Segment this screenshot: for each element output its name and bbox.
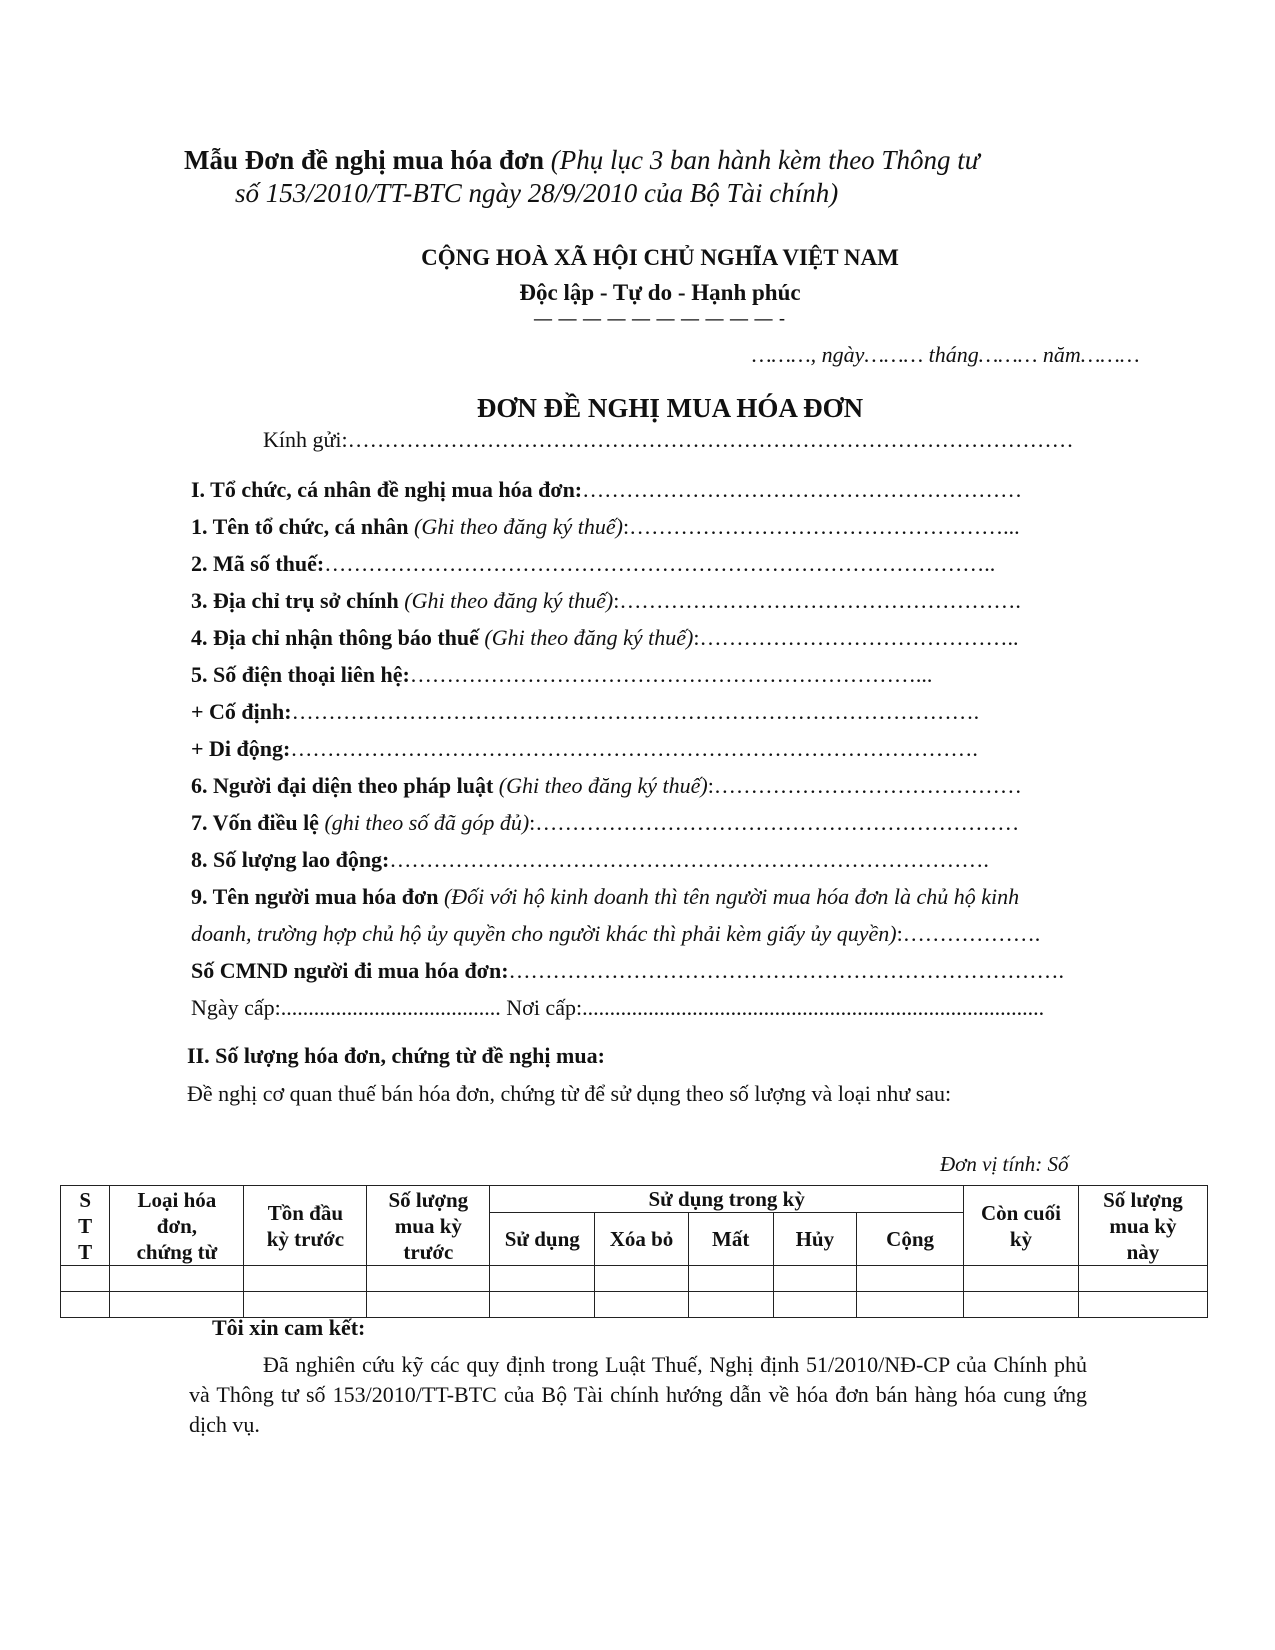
col-request-quantity: Số lượng mua kỳ này (1078, 1186, 1207, 1266)
table-cell[interactable] (857, 1292, 964, 1318)
field-legal-rep (191, 773, 1191, 799)
field-buyer-name (191, 884, 1191, 910)
field-label: Số CMND người đi mua hóa đơn: (191, 958, 509, 983)
field-dots: :………………………………………………………… (529, 810, 1020, 835)
table-cell[interactable] (964, 1292, 1079, 1318)
field-tax-code (191, 551, 1191, 577)
table-row (61, 1292, 1208, 1318)
col-cancelled: Xóa bỏ (595, 1213, 689, 1266)
table-cell[interactable] (1078, 1292, 1207, 1318)
table-cell[interactable] (490, 1266, 595, 1292)
field-label: + Cố định: (191, 699, 292, 724)
field-issue-date-place: Ngày cấp:........................................ Nơi cấp:.................................................................................... (191, 995, 1045, 1020)
field-dots: ……………………………………………………………………………….. (324, 551, 996, 576)
country-name: CỘNG HOÀ XÃ HỘI CHỦ NGHĨA VIỆT NAM (421, 245, 899, 270)
section-1-heading-text: I. Tổ chức, cá nhân đề nghị mua hóa đơn: (191, 477, 583, 502)
field-note: (Đối với hộ kinh doanh thì tên người mua hóa đơn là chủ hộ kinh (443, 884, 1020, 909)
table-cell[interactable] (595, 1266, 689, 1292)
col-total: Cộng (857, 1213, 964, 1266)
table-cell[interactable] (244, 1266, 367, 1292)
form-title-italic-1: (Phụ lục 3 ban hành kèm theo Thông tư (550, 145, 980, 175)
field-buyer-name-cont (191, 921, 1191, 947)
table-cell[interactable] (595, 1292, 689, 1318)
table-cell[interactable] (1078, 1266, 1207, 1292)
table-cell[interactable] (490, 1292, 595, 1318)
field-dots: :………………. (896, 921, 1041, 946)
field-label: 2. Mã số thuế: (191, 551, 325, 576)
field-label: 6. Người đại diện theo pháp luật (191, 773, 494, 798)
col-stt: S T T (61, 1186, 110, 1266)
field-employees (191, 847, 1191, 873)
field-label: 7. Vốn điều lệ (191, 810, 319, 835)
section-2-heading: II. Số lượng hóa đơn, chứng từ đề nghị mua: (187, 1043, 605, 1068)
col-destroyed: Hủy (773, 1213, 857, 1266)
date-line: ………, ngày……… tháng……… năm……… (752, 342, 1140, 367)
unit-label: Đơn vị tính: Số (940, 1152, 1069, 1176)
section-1-heading-dots: …………………………………………………… (582, 477, 1023, 502)
field-org-name (191, 514, 1191, 540)
table-cell[interactable] (964, 1266, 1079, 1292)
table-cell[interactable] (367, 1266, 490, 1292)
field-dots: …………………………………………………………………………………. (291, 699, 980, 724)
field-label: 5. Số điện thoại liên hệ: (191, 662, 410, 687)
field-dots: …………………………………………………………………. (508, 958, 1065, 983)
field-id-number (191, 958, 1191, 984)
field-label: 8. Số lượng lao động: (191, 847, 390, 872)
col-bought-previous: Số lượng mua kỳ trước (367, 1186, 490, 1266)
field-label: 4. Địa chỉ nhận thông báo thuế (191, 625, 479, 650)
commitment-text: Đã nghiên cứu kỹ các quy định trong Luật Thuế, Nghị định 51/2010/NĐ-CP của Chính phủ và Thông tư số 153/2010/TT-BTC của Bộ Tài chính hướng dẫn về hóa đơn bán hàng hóa cung ứng dịch vụ. (189, 1352, 1087, 1437)
col-opening-stock: Tồn đầu kỳ trước (244, 1186, 367, 1266)
field-label: 1. Tên tổ chức, cá nhân (191, 514, 409, 539)
field-dots: :…………………………………….. (693, 625, 1019, 650)
field-dots: ………………………………………………………………………. (389, 847, 989, 872)
table-cell[interactable] (61, 1266, 110, 1292)
table-cell[interactable] (773, 1266, 857, 1292)
field-dots: :…………………………………… (707, 773, 1022, 798)
col-used-group: Sử dụng trong kỳ (490, 1186, 964, 1213)
table-cell[interactable] (61, 1292, 110, 1318)
field-dots: …………………………………………………………………………………. (290, 736, 978, 761)
field-charter-capital (191, 810, 1191, 836)
form-title-bold: Mẫu Đơn đề nghị mua hóa đơn (184, 145, 545, 175)
table-cell[interactable] (244, 1292, 367, 1318)
table-cell[interactable] (688, 1292, 773, 1318)
table-cell[interactable] (367, 1292, 490, 1318)
col-invoice-type: Loại hóa đơn, chứng từ (110, 1186, 244, 1266)
field-note: (Ghi theo đăng ký thuế) (404, 588, 614, 613)
field-note: (ghi theo số đã góp đủ) (324, 810, 530, 835)
table-row (61, 1266, 1208, 1292)
field-dots: :……………………………………………... (622, 514, 1020, 539)
section-2-intro: Đề nghị cơ quan thuế bán hóa đơn, chứng từ để sử dụng theo số lượng và loại như sau: (187, 1081, 952, 1106)
section-1-heading (191, 477, 1191, 503)
table-cell[interactable] (110, 1292, 244, 1318)
field-notice-address (191, 625, 1191, 651)
motto-underline: — — — — — — — — — — - (534, 308, 786, 328)
field-note: (Ghi theo đăng ký thuế) (414, 514, 623, 539)
recipient-line: Kính gửi:……………………………………………………………………………………… (263, 427, 1074, 452)
field-phone (191, 662, 1191, 688)
field-mobile (191, 736, 1191, 762)
field-label: + Di động: (191, 736, 291, 761)
col-closing-stock: Còn cuối kỳ (964, 1186, 1079, 1266)
col-lost: Mất (688, 1213, 773, 1266)
national-motto: Độc lập - Tự do - Hạnh phúc (519, 280, 801, 305)
table-cell[interactable] (688, 1266, 773, 1292)
field-note: doanh, trường hợp chủ hộ ủy quyền cho người khác thì phải kèm giấy ủy quyền) (191, 921, 897, 946)
invoice-quantity-table (60, 1185, 1208, 1318)
field-landline (191, 699, 1191, 725)
field-label: 3. Địa chỉ trụ sở chính (191, 588, 399, 613)
form-title-line-1 (184, 145, 979, 176)
field-note: (Ghi theo đăng ký thuế) (498, 773, 708, 798)
field-note: (Ghi theo đăng ký thuế) (484, 625, 694, 650)
table-cell[interactable] (857, 1266, 964, 1292)
field-label: 9. Tên người mua hóa đơn (191, 884, 439, 909)
field-dots: :………………………………………………. (613, 588, 1021, 613)
table-cell[interactable] (110, 1266, 244, 1292)
commitment-heading: Tôi xin cam kết: (212, 1315, 366, 1340)
field-head-office (191, 588, 1191, 614)
form-title-italic-2: số 153/2010/TT-BTC ngày 28/9/2010 của Bộ Tài chính) (235, 178, 839, 208)
field-dots: ……………………………………………………………... (409, 662, 933, 687)
document-title: ĐƠN ĐỀ NGHỊ MUA HÓA ĐƠN (476, 393, 864, 423)
col-used: Sử dụng (490, 1213, 595, 1266)
table-cell[interactable] (773, 1292, 857, 1318)
